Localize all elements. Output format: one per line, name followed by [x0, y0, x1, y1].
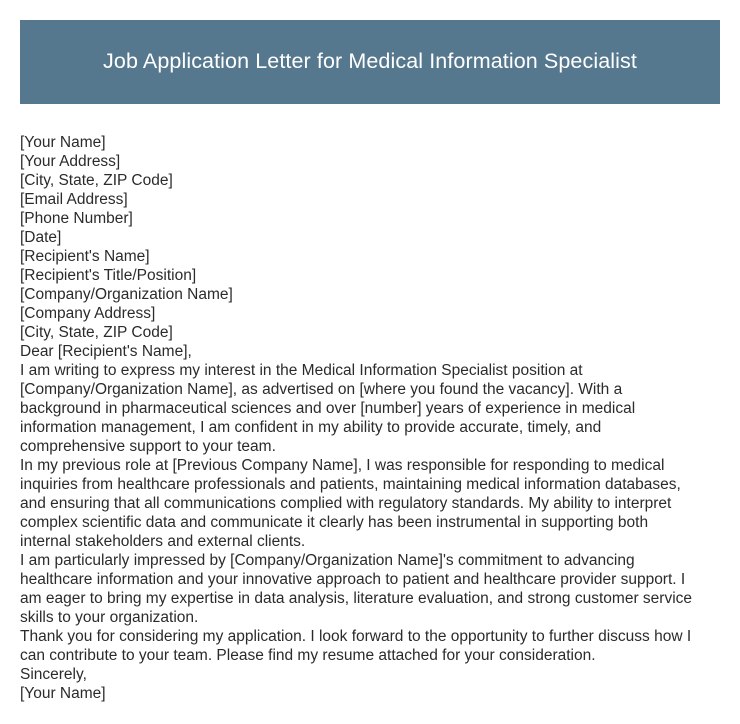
paragraph-line: information management, I am confident in my ability to provide accurate, timely, and [20, 419, 602, 436]
recipient-company: [Company/Organization Name] [20, 286, 233, 303]
paragraph-line: I am particularly impressed by [Company/Organization Name]'s commitment to advancing [20, 552, 635, 569]
recipient-city-state-zip: [City, State, ZIP Code] [20, 324, 173, 341]
sender-address: [Your Address] [20, 153, 121, 170]
paragraph-line: am eager to bring my expertise in data analysis, literature evaluation, and strong customer service [20, 590, 693, 607]
paragraph-line: can contribute to your team. Please find my resume attached for your consideration. [20, 647, 596, 664]
paragraph-interest [20, 551, 724, 627]
paragraph-line: healthcare information and your innovative approach to patient and healthcare provider support. I [20, 571, 686, 588]
sender-block [20, 133, 724, 247]
paragraph-line: I am writing to express my interest in the Medical Information Specialist position at [20, 362, 583, 379]
paragraph-line: inquiries from healthcare professionals and patients, maintaining medical information databases, [20, 476, 681, 493]
letter-date: [Date] [20, 229, 62, 246]
recipient-title: [Recipient's Title/Position] [20, 267, 197, 284]
letter-body [20, 133, 724, 703]
closing: Sincerely, [20, 666, 87, 683]
recipient-address: [Company Address] [20, 305, 156, 322]
signature: [Your Name] [20, 685, 106, 702]
paragraph-line: In my previous role at [Previous Company Name], I was responsible for responding to medical [20, 457, 665, 474]
paragraph-line: internal stakeholders and external clients. [20, 533, 306, 550]
letter-header [20, 20, 720, 104]
paragraph-intro [20, 361, 724, 456]
paragraph-line: Thank you for considering my application. I look forward to the opportunity to further discuss how I [20, 628, 692, 645]
paragraph-experience [20, 456, 724, 551]
salutation: Dear [Recipient's Name], [20, 343, 192, 360]
page-title: Job Application Letter for Medical Information Specialist [103, 48, 637, 73]
paragraph-line: skills to your organization. [20, 609, 199, 626]
paragraph-line: background in pharmaceutical sciences and over [number] years of experience in medical [20, 400, 636, 417]
paragraph-line: comprehensive support to your team. [20, 438, 276, 455]
sender-email: [Email Address] [20, 191, 128, 208]
recipient-block [20, 247, 724, 342]
paragraph-thanks [20, 627, 724, 665]
sender-city-state-zip: [City, State, ZIP Code] [20, 172, 173, 189]
paragraph-line: [Company/Organization Name], as advertised on [where you found the vacancy]. With a [20, 381, 623, 398]
paragraph-line: complex scientific data and communicate it clearly has been instrumental in supporting both [20, 514, 649, 531]
sender-name: [Your Name] [20, 134, 106, 151]
sender-phone: [Phone Number] [20, 210, 133, 227]
paragraph-line: and ensuring that all communications complied with regulatory standards. My ability to interpret [20, 495, 672, 512]
recipient-name: [Recipient's Name] [20, 248, 150, 265]
